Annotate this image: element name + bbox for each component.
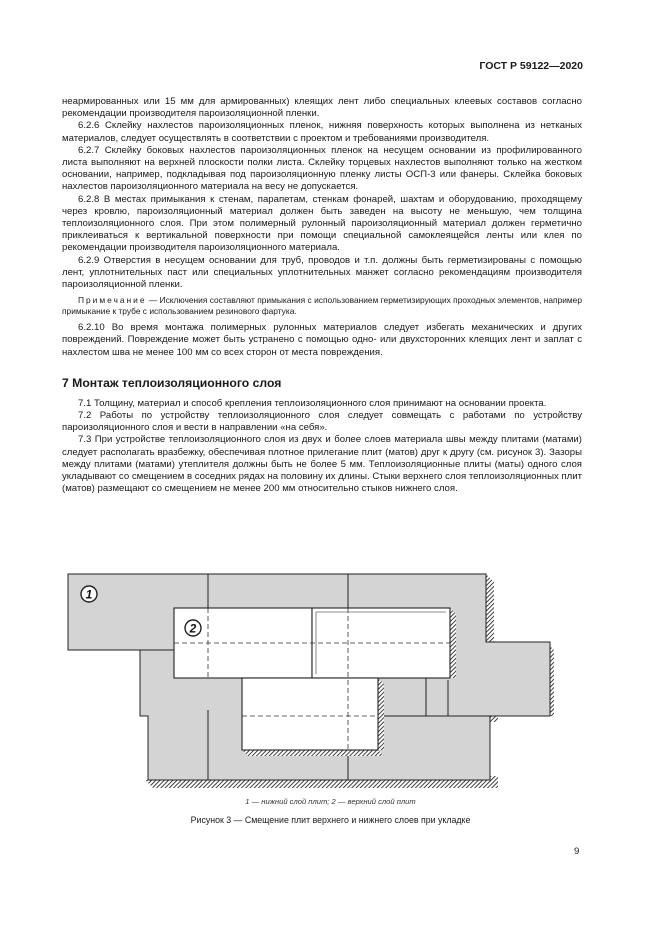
figure-3-diagram [60,570,560,792]
paragraph-6-2-9: 6.2.9 Отверстия в несущем основании для труб, проводов и т.п. должны быть герметизированы с помощью лент, уплотнительных паст или специальных уплотнительных манжет согласно рекомендациям производителя пароизоляционной пленки. [62,254,582,291]
paragraph-6-2-6: 6.2.6 Склейку нахлестов пароизоляционных пленок, нижняя поверхность которых выполнена из нетканых материалов, следует осуществлять в соответствии с проектом и требованиями производителя. [62,120,582,144]
marker-lower-layer [81,586,97,602]
paragraph-continuation: неармированных или 15 мм для армированных) клеящих лент либо специальных клеевых составов согласно рекомендации производителя пароизоляционной пленки. [62,96,582,120]
marker-1-label: 1 [85,587,93,602]
section-7-heading: 7 Монтаж теплоизоляционного слоя [62,375,282,390]
upper-slab-c-shadow [242,750,384,756]
page-number: 9 [574,846,580,857]
note-text: — Исключения составляют примыкания с использованием герметизирующих проходных элементов, например примыкание к трубе с использованием резинового фартука. [62,295,582,317]
lower-slab-top-shadow [486,574,494,650]
figure-legend: 1 — нижний слой плит; 2 — верхний слой плит [245,797,416,806]
paragraph-6-2-10: 6.2.10 Во время монтажа полимерных рулонных материалов следует избегать механических и других повреждений. Повреждение может быть устранено с помощью одно- или двухсторонних клеящих лент и заплат с нахлестом шва не менее 100 мм со всех сторон от места повреждения. [62,322,582,358]
paragraph-7-1: 7.1 Толщину, материал и способ крепления теплоизоляционного слоя принимают на основании проекта. [78,397,547,409]
paragraph-7-3: 7.3 При устройстве теплоизоляционного слоя из двух и более слоев материала швы между плитами (матами) следует располагать вразбежку, обеспечивая плотное прилегание плит (матов) друг к другу (см. рисунок 3). Зазоры между плитами (матами) утеплителя должны быть не более 5 мм. Теплоизоляционные плиты (маты) одного слоя укладывают со смещением в соседних рядах на половину их длины. Стыки верхнего слоя теплоизоляционных плит (матов) размещают со смещением не менее 200 мм относительно стыков нижнего слоя. [62,434,582,495]
body-text [62,96,582,495]
marker-2-label: 2 [189,621,197,636]
marker-upper-layer [185,620,201,636]
paragraph-6-2-7: 6.2.7 Склейку боковых нахлестов пароизоляционных пленок на несущем основании из профилированного листа выполняют на верхней плоскости полки листа. Склейку торцевых нахлестов выполняют только на жестком основании, например, подкладывая под пароизоляционную пленку листы ОСП-3 или фанеры. Склейка боковых нахлестов пароизоляционного материала на весу не допускается. [62,144,582,193]
upper-slab [312,608,450,678]
figure-caption: Рисунок 3 — Смещение плит верхнего и нижнего слоев при укладке [190,815,471,825]
note-label: Примечание [78,295,147,306]
document-standard-header: ГОСТ Р 59122—2020 [479,60,583,72]
paragraph-6-2-8: 6.2.8 В местах примыкания к стенам, парапетам, стенкам фонарей, шахтам и оборудованию, проходящему через кровлю, пароизоляционный материал должен быть заведен на высоту не меньшую, чем толщина теплоизоляционного слоя. При этом полимерный рулонный пароизоляционный материал должен герметично приклеиваться к вертикальной поверхности при помощи специальной самоклеящейся ленты или клея по рекомендации производителя пароизоляционного материала. [62,193,582,254]
note [62,295,582,317]
upper-slab-b-shadow [378,678,384,750]
upper-slab-a-shadow [450,608,456,678]
upper-slab [242,678,378,750]
paragraph-7-2: 7.2 Работы по устройству теплоизоляционного слоя следует совмещать с работами по устройству пароизоляционного слоя и вести в направлении «на себя». [62,410,582,434]
